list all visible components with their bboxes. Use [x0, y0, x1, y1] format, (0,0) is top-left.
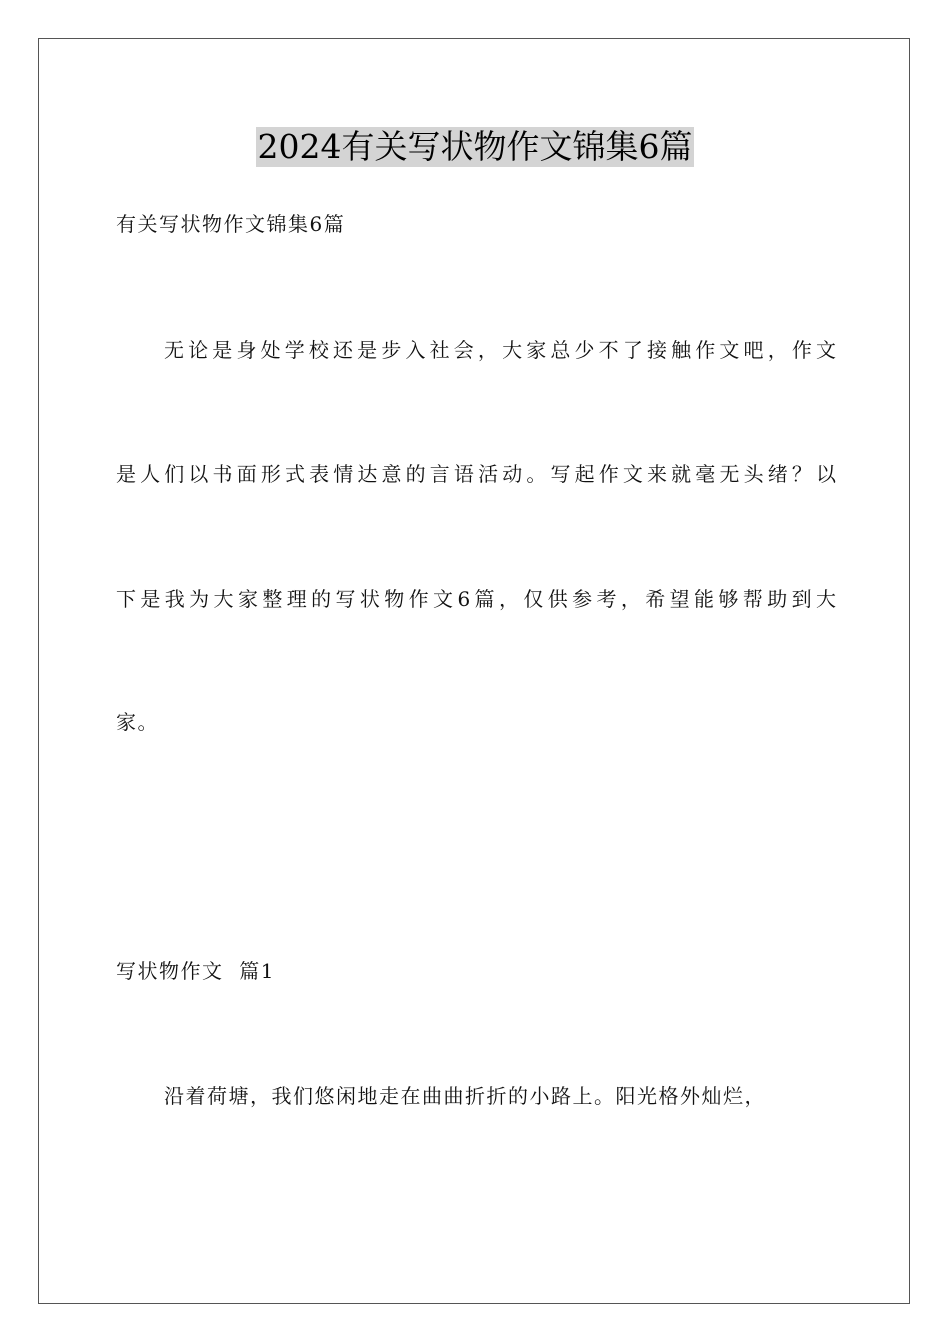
title-container: [0, 127, 950, 167]
intro-line-2: 是人们以书面形式表情达意的言语活动。写起作文来就毫无头绪？以: [116, 462, 836, 486]
section-heading: 写状物作文 篇1: [116, 959, 275, 983]
document-title: 2024有关写状物作文锦集6篇: [257, 127, 693, 166]
intro-line-3: 下是我为大家整理的写状物作文6篇，仅供参考，希望能够帮助到大: [116, 587, 836, 611]
document-subtitle: 有关写状物作文锦集6篇: [116, 212, 346, 236]
intro-line-4: 家。: [116, 710, 159, 734]
section-paragraph-line-1: 沿着荷塘，我们悠闲地走在曲曲折折的小路上。阳光格外灿烂，: [164, 1084, 766, 1108]
intro-line-1: 无论是身处学校还是步入社会，大家总少不了接触作文吧，作文: [164, 338, 836, 362]
